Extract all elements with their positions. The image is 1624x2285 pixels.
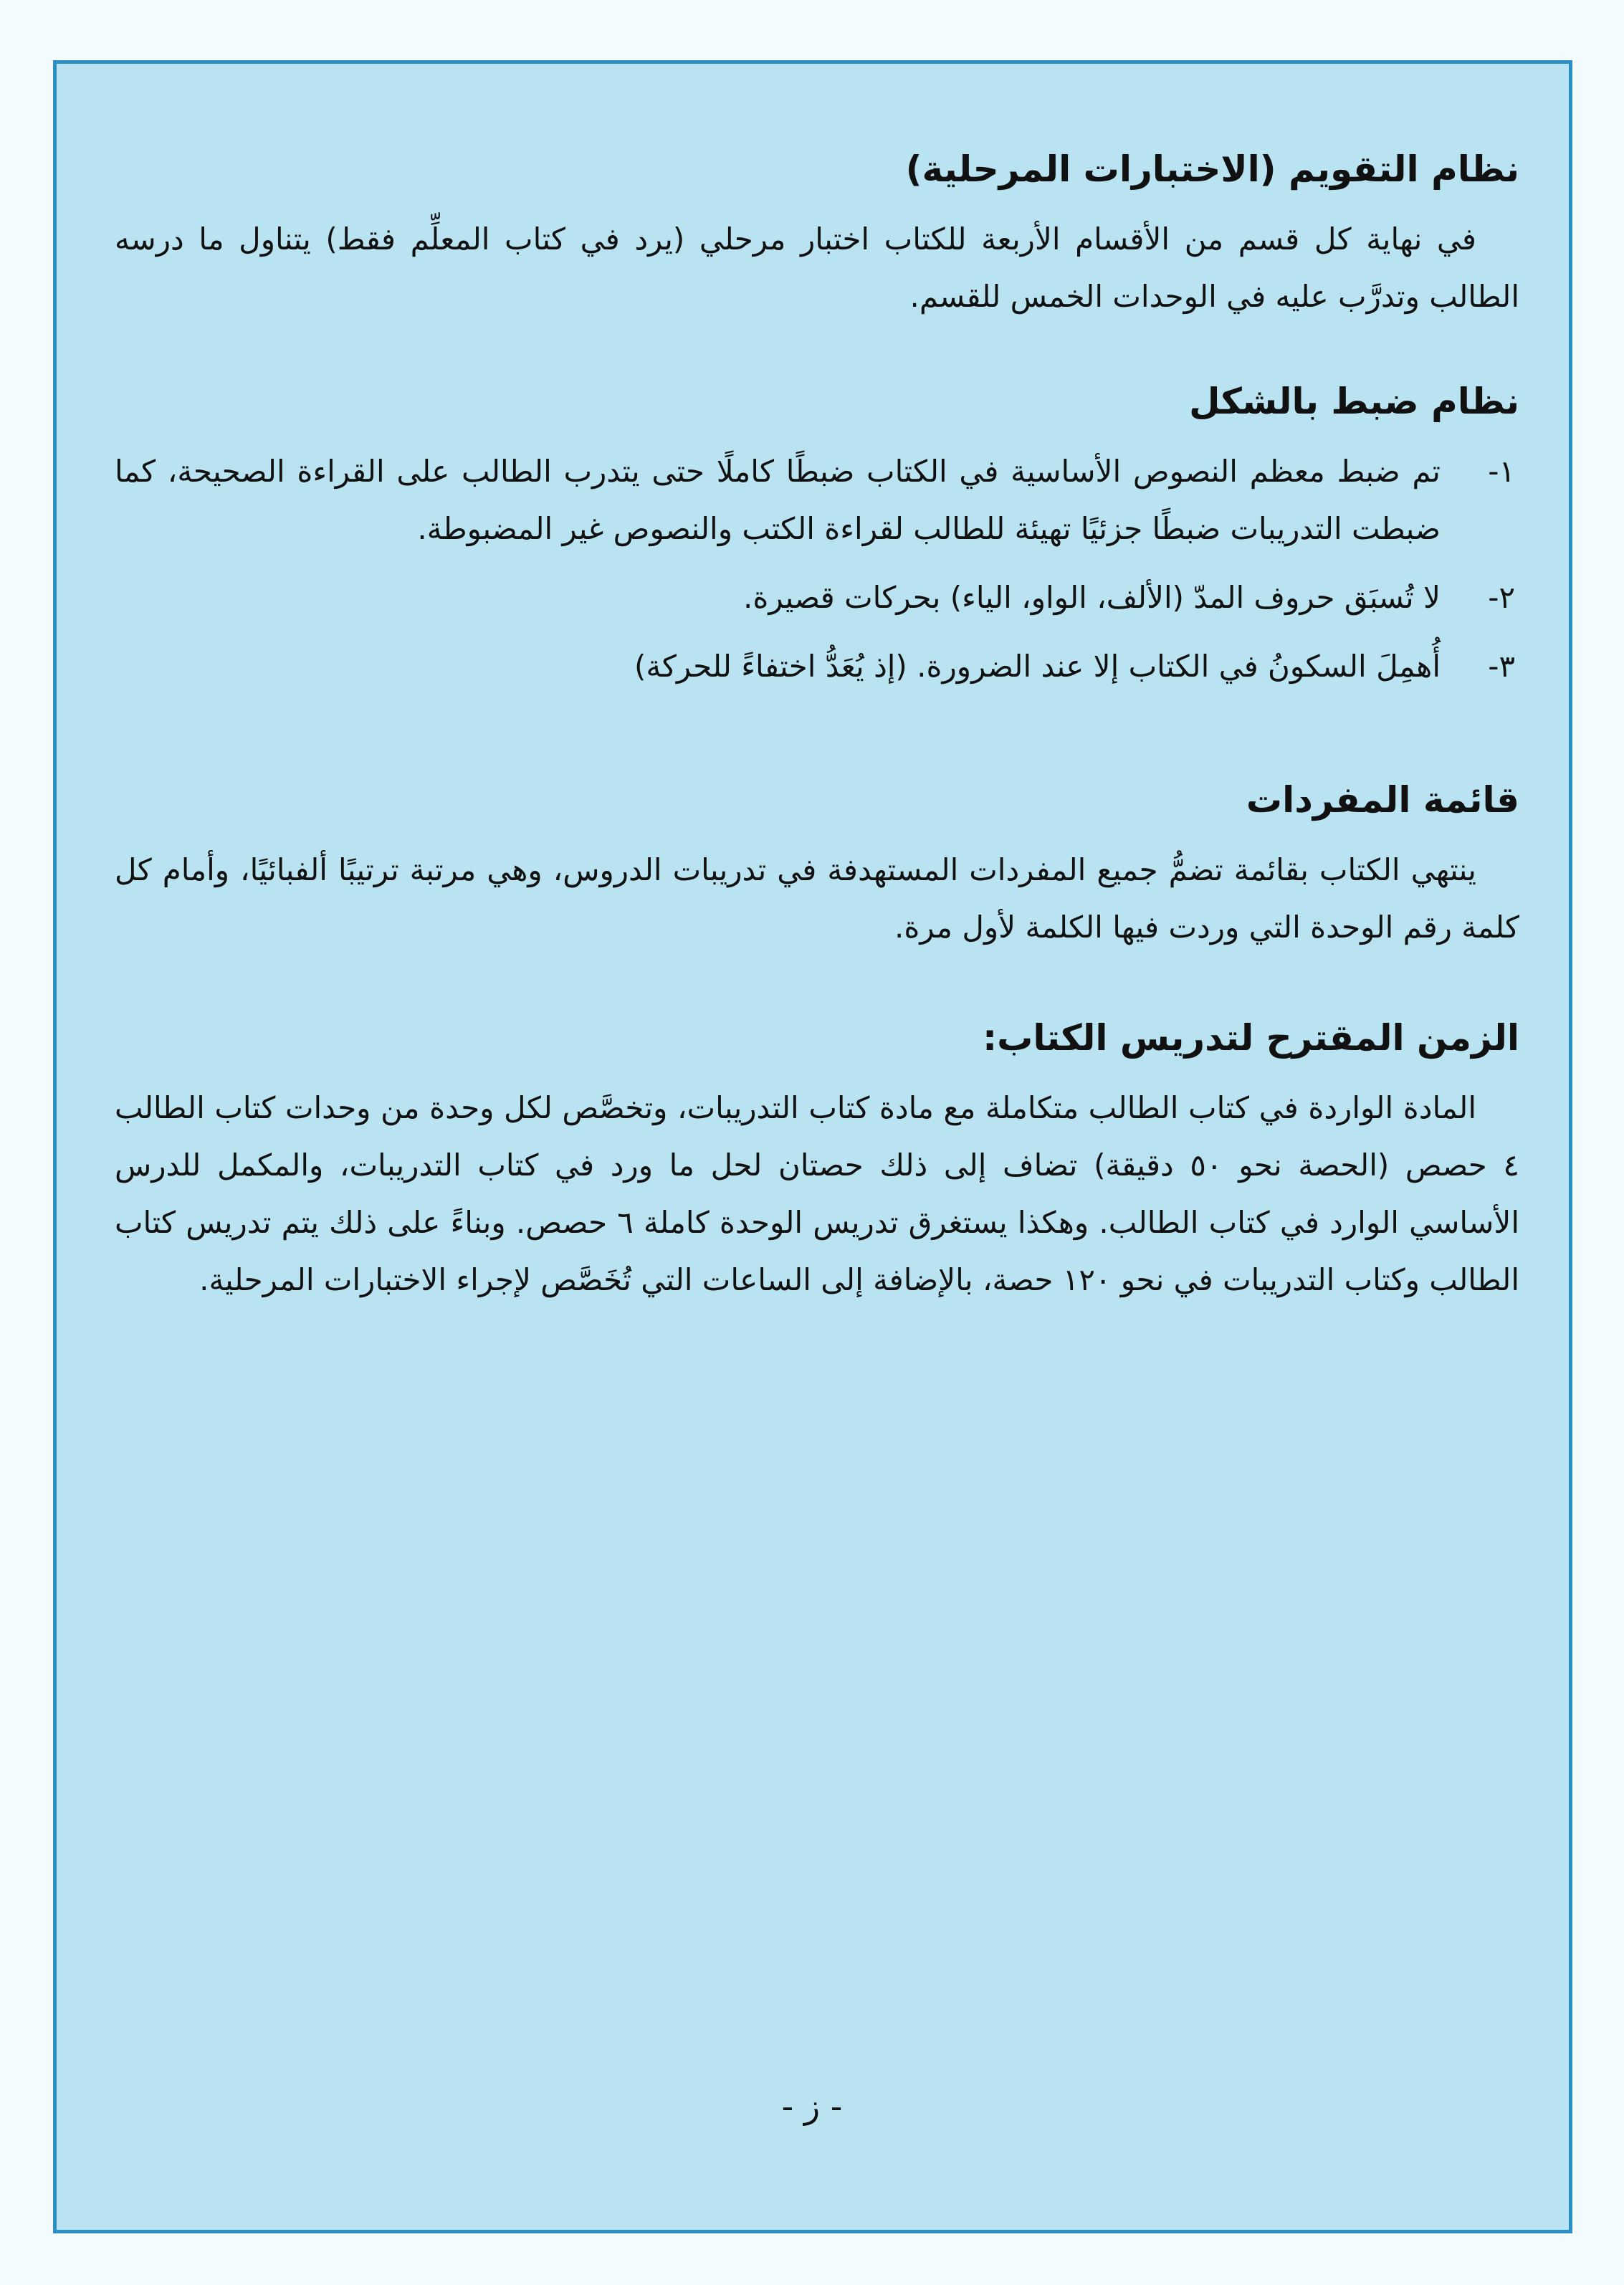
- page-number: - ز -: [781, 2087, 843, 2126]
- section-heading-vocabulary: قائمة المفردات: [1246, 779, 1519, 821]
- list-item-text: تم ضبط معظم النصوص الأساسية في الكتاب ضبطًا كاملًا حتى يتدرب الطالب على القراءة الصحيحة، كما ضبطت التدريبات ضبطًا جزئيًا تهيئة للطالب لقراءة الكتب والنصوص غير المضبوطة.: [115, 454, 1441, 546]
- section-heading-evaluation: نظام التقويم (الاختبارات المرحلية): [905, 148, 1519, 190]
- section-evaluation: [115, 140, 1519, 373]
- list-item-text: لا تُسبَق حروف المدّ (الألف، الواو، الياء) بحركات قصيرة.: [743, 580, 1441, 615]
- paragraph-time: المادة الواردة في كتاب الطالب متكاملة مع مادة كتاب التدريبات، وتخصَّص لكل وحدة من وحدات كتاب الطالب ٤ حصص (الحصة نحو ٥٠ دقيقة) تضاف إلى ذلك حصتان لحل ما ورد في كتاب التدريبات، والمكمل للدرس الأساسي الوارد في كتاب الطالب. وهكذا يستغرق تدريس الوحدة كاملة ٦ حصص. وبناءً على ذلك يتم تدريس كتاب الطالب وكتاب التدريبات في نحو ١٢٠ حصة، بالإضافة إلى الساعات التي تُخَصَّص لإجراء الاختبارات المرحلية.: [115, 1090, 1519, 1297]
- diacritics-list: [115, 443, 1519, 695]
- section-diacritics: [115, 373, 1519, 771]
- paragraph-vocabulary: ينتهي الكتاب بقائمة تضمُّ جميع المفردات المستهدفة في تدريبات الدروس، وهي مرتبة ترتيبًا ألفبائيًا، وأمام كل كلمة رقم الوحدة التي وردت فيها الكلمة لأول مرة.: [115, 852, 1519, 945]
- section-heading-time: الزمن المقترح لتدريس الكتاب:: [983, 1017, 1519, 1059]
- list-item-number: ٣-: [1488, 649, 1515, 684]
- list-item-number: ١-: [1488, 454, 1515, 489]
- page-content: [115, 140, 1519, 1309]
- list-item: [115, 443, 1519, 558]
- list-item-number: ٢-: [1488, 580, 1515, 615]
- list-item-text: أُهمِلَ السكونُ في الكتاب إلا عند الضرورة. (إذ يُعَدُّ اختفاءً للحركة): [634, 649, 1441, 684]
- section-time: [115, 1009, 1519, 1309]
- paragraph-evaluation: في نهاية كل قسم من الأقسام الأربعة للكتاب اختبار مرحلي (يرد في كتاب المعلِّم فقط) يتناول ما درسه الطالب وتدرَّب عليه في الوحدات الخمس للقسم.: [115, 221, 1519, 314]
- section-vocabulary: [115, 771, 1519, 1009]
- section-heading-diacritics: نظام ضبط بالشكل: [1189, 381, 1519, 422]
- list-item: [115, 569, 1519, 626]
- list-item: [115, 638, 1519, 695]
